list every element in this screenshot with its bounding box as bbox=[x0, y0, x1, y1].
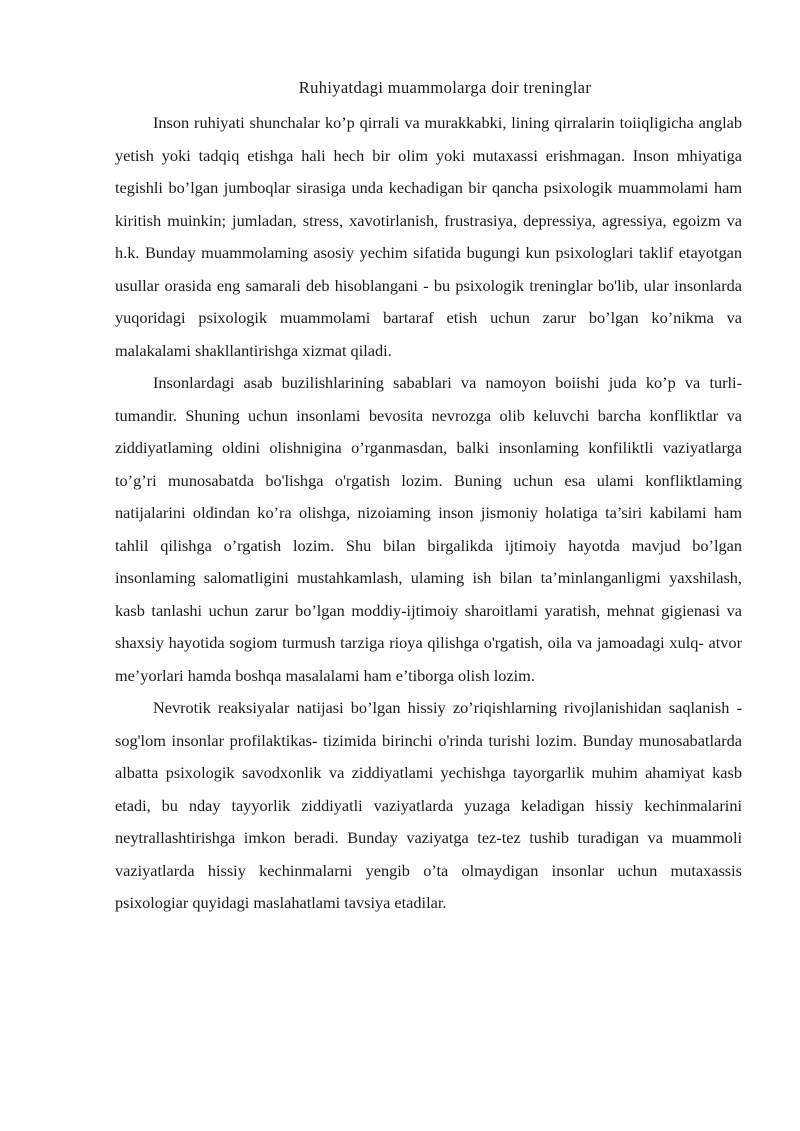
document-body bbox=[115, 107, 742, 920]
paragraph-2: Insonlardagi asab buzilishlarining sabablari va namoyon boiishi juda ko’p va turli-tumandir. Shuning uchun insonlami bevosita nevrozga olib keluvchi barcha konfliktlar va ziddiyatlaming oldini olishnigina o’rganmasdan, balki insonlaming konfiliktli vaziyatlarga to’g’ri munosabatda bo'lishga o'rgatish lozim. Buning uchun esa ulami konfliktlaming natijalarini oldindan ko’ra olishga, nizoiaming inson jismoniy holatiga ta’siri kabilami ham tahlil qilishga o’rgatish lozim. Shu bilan birgalikda ijtimoiy hayotda mavjud bo’lgan insonlaming salomatligini mustahkamlash, ulaming ish bilan ta’minlanganligmi yaxshilash, kasb tanlashi uchun zarur bo’lgan moddiy-ijtimoiy sharoitlami yaratish, mehnat gigienasi va shaxsiy hayotida sogiom turmush tarziga rioya qilishga o'rgatish, oila va jamoadagi xulq- atvor me’yorlari hamda boshqa masalalami ham e’tiborga olish lozim. bbox=[115, 373, 742, 685]
paragraph-1: Inson ruhiyati shunchalar ko’p qirrali va murakkabki, lining qirralarin toiiqligicha anglab yetish yoki tadqiq etishga hali hech bir olim yoki mutaxassi erishmagan. Inson mhiyatiga tegishli bo’lgan jumboqlar sirasiga unda kechadigan bir qancha psixologik muammolami ham kiritish muinkin; jumladan, stress, xavotirlanish, frustrasiya, depressiya, agressiya, egoizm va h.k. Bunday muammolaming asosiy yechim sifatida bugungi kun psixologlari taklif etayotgan usullar orasida eng samarali deb hisoblangani - bu psixologik treninglar bo'lib, ular insonlarda yuqoridagi psixologik muammolami bartaraf etish uchun zarur bo’lgan ko’nikma va malakalami shakllantirishga xizmat qiladi. bbox=[115, 113, 742, 360]
paragraph-3: Nevrotik reaksiyalar natijasi bo’lgan hissiy zo’riqishlarning rivojlanishidan saqlanish - sog'lom insonlar profilaktikas- tizimida birinchi o'rinda turishi lozim. Bunday munosabatlarda albatta psixologik savodxonlik va ziddiyatlami yechishga tayorgarlik muhim ahamiyat kasb etadi, bu nday tayyorlik ziddiyatli vaziyatlarda yuzaga keladigan hissiy kechinmalarini neytrallashtirishga imkon beradi. Bunday vaziyatga tez-tez tushib turadigan va muammoli vaziyatlarda hissiy kechinmalarni yengib o’ta olmaydigan insonlar uchun mutaxassis psixologiar quyidagi maslahatlami tavsiya etadilar. bbox=[115, 698, 742, 912]
document-title: Ruhiyatdagi muammolarga doir treninglar bbox=[298, 78, 592, 97]
